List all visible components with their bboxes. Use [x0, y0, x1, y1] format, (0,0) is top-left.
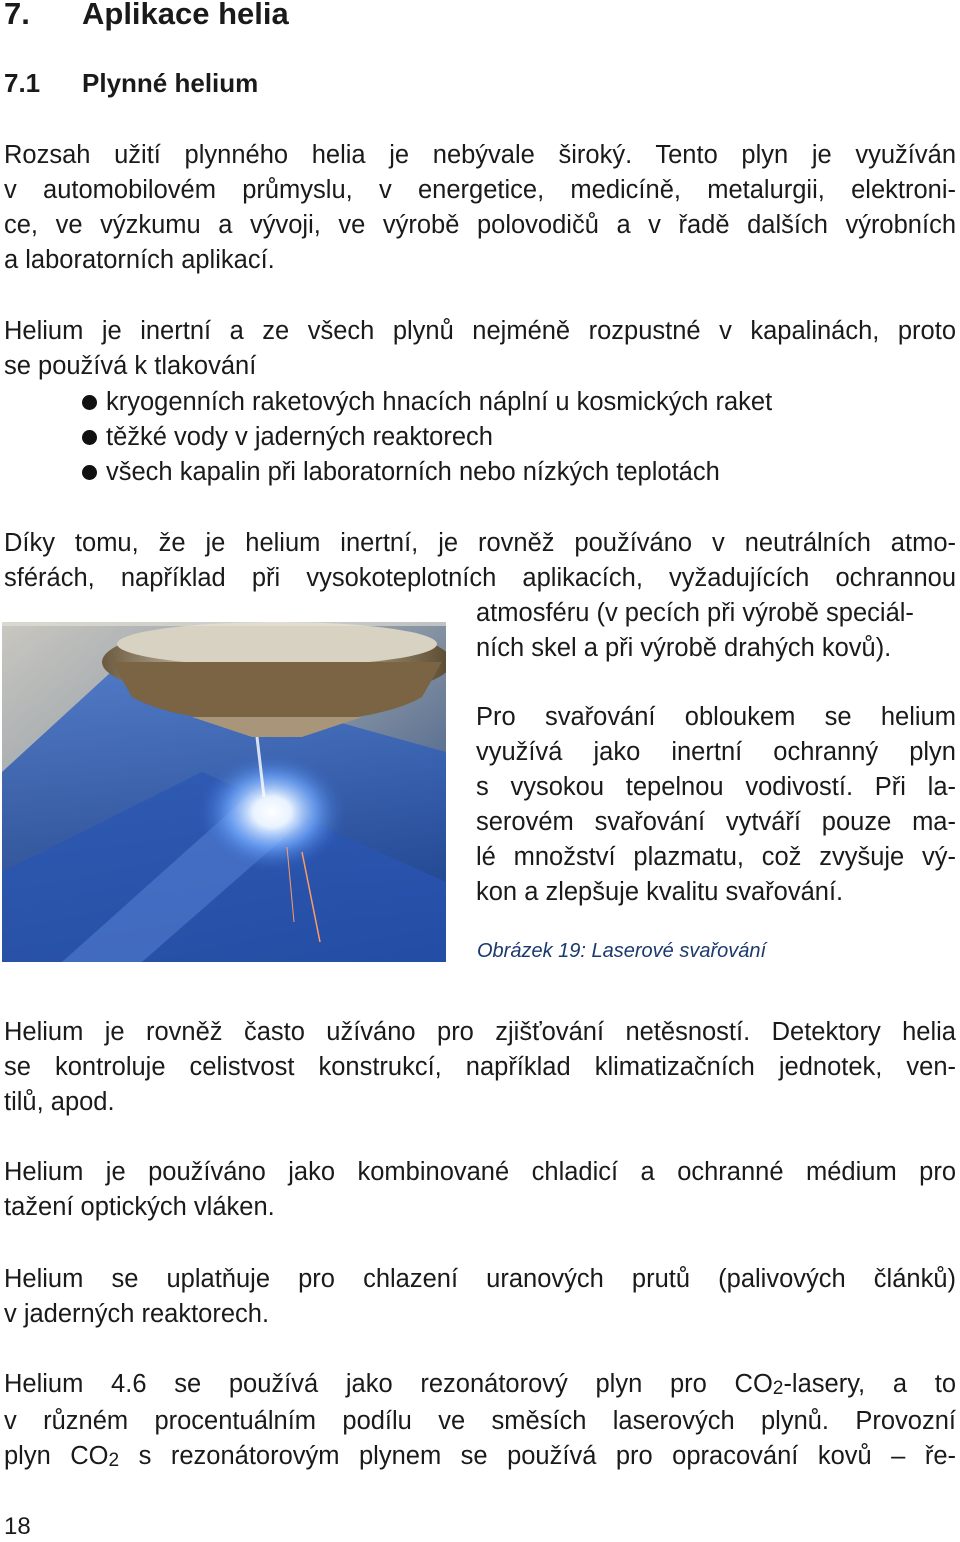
paragraph-line: lé množství plazmatu, což zvyšuje vý- [476, 843, 956, 871]
section-heading [4, 68, 258, 99]
paragraph-line: Helium je rovněž často užíváno pro zjišťování netěsností. Detektory helia [4, 1018, 956, 1046]
laser-welding-photo [2, 622, 446, 962]
paragraph-line: ce, ve výzkumu a vývoji, ve výrobě polovodičů a v řadě dalších výrobních [4, 211, 956, 239]
paragraph-co2-laser [4, 1367, 956, 1476]
text-run: s rezonátorovým plynem se používá pro opracování kovů – ře- [119, 1442, 956, 1470]
paragraph-line [4, 1439, 956, 1476]
paragraph-line: se kontroluje celistvost konstrukcí, například klimatizačních jednotek, ven- [4, 1053, 956, 1081]
paragraph-line: serovém svařování vytváří pouze ma- [476, 808, 956, 836]
section-title: Plynné helium [82, 68, 259, 98]
section-number: 7.1 [4, 68, 41, 98]
list-item [82, 420, 772, 455]
text-run: plyn CO [4, 1442, 109, 1470]
paragraph-line: Helium se uplatňuje pro chlazení uranových prutů (palivových článků) [4, 1265, 956, 1293]
paragraph-line: a laboratorních aplikací. [4, 246, 275, 274]
paragraph-line: Helium je používáno jako kombinované chladicí a ochranné médium pro [4, 1158, 956, 1186]
paragraph-inert-pressurization [4, 314, 956, 384]
paragraph-line: ních skel a při výrobě drahých kovů). [476, 634, 892, 662]
paragraph-line [4, 1367, 956, 1404]
list-item-text: všech kapalin při laboratorních nebo nízkých teplotách [106, 458, 720, 486]
paragraph-line: Pro svařování obloukem se helium [476, 703, 956, 731]
paragraph-line: v automobilovém průmyslu, v energetice, medicíně, metalurgii, elektroni- [4, 176, 956, 204]
paragraph-usage-range [4, 138, 956, 278]
subscript: 2 [108, 1450, 120, 1471]
paragraph-arc-welding [476, 700, 956, 910]
subscript: 2 [772, 1378, 784, 1399]
paragraph-uranium-rods [4, 1262, 956, 1332]
paragraph-line: kon a zlepšuje kvalitu svařování. [476, 878, 844, 906]
paragraph-line: se používá k tlakování [4, 352, 257, 380]
paragraph-leak-detection [4, 1015, 956, 1120]
text-run: Helium 4.6 se používá jako rezonátorový plyn pro CO [4, 1370, 773, 1398]
paragraph-line: Helium je inertní a ze všech plynů nejméně rozpustné v kapalinách, proto [4, 317, 956, 345]
paragraph-line: Rozsah užití plynného helia je nebývale široký. Tento plyn je využíván [4, 141, 956, 169]
paragraph-line: Díky tomu, že je helium inertní, je rovněž používáno v neutrálních atmo- [4, 529, 956, 557]
chapter-title: Aplikace helia [82, 0, 289, 31]
paragraph-line: s vysokou tepelnou vodivostí. Při la- [476, 773, 956, 801]
list-item [82, 385, 772, 420]
paragraph-optical-fibers [4, 1155, 956, 1225]
bullet-icon [82, 395, 97, 410]
paragraph-line: využívá jako inertní ochranný plyn [476, 738, 956, 766]
figure-caption: Obrázek 19: Laserové svařování [477, 940, 767, 962]
paragraph-line: atmosféru (v pecích při výrobě speciál- [476, 599, 914, 627]
bullet-icon [82, 430, 97, 445]
paragraph-line: tilů, apod. [4, 1088, 115, 1116]
page-number: 18 [4, 1513, 31, 1540]
paragraph-line: v jaderných reaktorech. [4, 1300, 270, 1328]
pressurization-bullet-list [82, 385, 772, 490]
text-run: -lasery, a to [783, 1370, 957, 1398]
list-item-text: kryogenních raketových hnacích náplní u kosmických raket [106, 388, 773, 416]
paragraph-neutral-atmospheres-continued [476, 596, 956, 666]
paragraph-line: tažení optických vláken. [4, 1193, 275, 1221]
list-item [82, 455, 772, 490]
paragraph-neutral-atmospheres [4, 526, 956, 596]
list-item-text: těžké vody v jaderných reaktorech [106, 423, 493, 451]
bullet-icon [82, 465, 97, 480]
paragraph-line: v různém procentuálním podílu ve směsích laserových plynů. Provozní [4, 1407, 956, 1435]
paragraph-line: sférách, například při vysokoteplotních aplikacích, vyžadujících ochrannou [4, 564, 956, 592]
chapter-heading [4, 0, 289, 32]
chapter-number: 7. [4, 0, 30, 31]
